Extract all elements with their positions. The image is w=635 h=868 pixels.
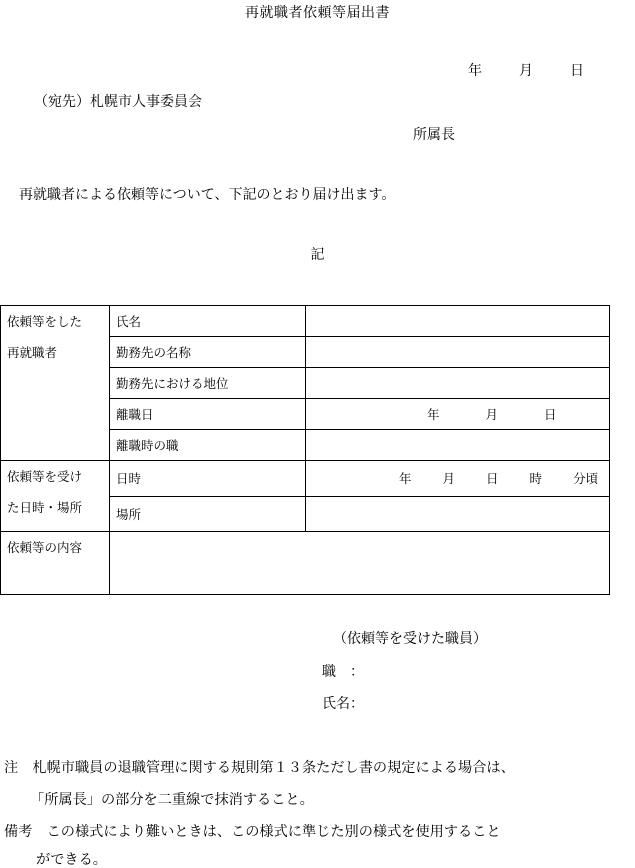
page-title: 再就職者依頼等届出書 [245, 5, 390, 21]
note-2-line-2: ができる。 [36, 852, 107, 868]
staff-name-label: 氏名： [322, 696, 364, 712]
content-field[interactable] [110, 532, 610, 595]
note-1-line-1: 注 札幌市職員の退職管理に関する規則第１３条ただし書の規定による場合は、 [4, 760, 515, 776]
chief-label: 所属長 [413, 127, 455, 143]
note-2-line-1: 備考 この様式により難いときは、この様式に準じた別の様式を使用すること [4, 824, 501, 840]
section-content-label: 依頼等の内容 [7, 540, 83, 555]
section-received-line2: た日時・場所 [7, 500, 83, 515]
section-reemployed-line2: 再就職者 [7, 345, 58, 360]
section-received-datetime-place [1, 461, 110, 532]
row-label-name: 氏名 [110, 306, 306, 337]
row-label-content [1, 532, 110, 595]
ki-heading: 記 [310, 247, 325, 263]
section-reemployed-line1: 依頼等をした [7, 314, 83, 329]
note-1-line-2: 「所属長」の部分を二重線で抹消すること。 [30, 792, 314, 808]
retire-year-label: 年 [427, 407, 440, 422]
dt-minute-label: 分頃 [573, 471, 599, 487]
intro-text: 再就職者による依頼等について、下記のとおり届け出ます。 [19, 187, 396, 203]
retire-date-field[interactable] [306, 399, 610, 430]
section-reemployed-person [1, 306, 110, 461]
addressee: （宛先）札幌市人事委員会 [34, 94, 202, 110]
last-post-field[interactable] [306, 430, 610, 461]
dt-day-label: 日 [486, 471, 499, 487]
position-field[interactable] [306, 368, 610, 399]
dt-month-label: 月 [442, 471, 456, 487]
staff-heading: （依頼等を受けた職員） [333, 631, 487, 647]
dt-hour-label: 時 [529, 471, 543, 487]
dt-year-label: 年 [399, 471, 412, 487]
date-day-label: 日 [570, 63, 584, 79]
date-month-label: 月 [519, 63, 533, 79]
datetime-field[interactable] [306, 461, 610, 497]
retire-month-label: 月 [485, 407, 499, 422]
name-field[interactable] [306, 306, 610, 337]
retire-day-label: 日 [544, 407, 557, 422]
employer-field[interactable] [306, 337, 610, 368]
date-year-label: 年 [468, 63, 482, 79]
place-field[interactable] [306, 496, 610, 532]
row-label-last-post: 離職時の職 [110, 430, 306, 461]
row-label-retire-date: 離職日 [110, 399, 306, 430]
row-label-employer: 勤務先の名称 [110, 337, 306, 368]
section-received-line1: 依頼等を受け [7, 469, 83, 484]
row-label-datetime: 日時 [110, 461, 306, 497]
submission-date [468, 64, 584, 78]
staff-post-label: 職 ： [322, 664, 364, 680]
report-form-table [0, 305, 610, 595]
row-label-position: 勤務先における地位 [110, 368, 306, 399]
row-label-place: 場所 [110, 496, 306, 532]
